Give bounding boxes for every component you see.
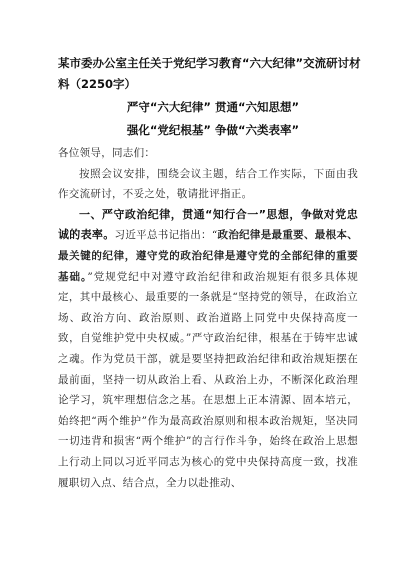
section-1-quote: 政治纪律是最重要、最根本、最关键的纪律，遵守党的政治纪律是遵守党的全部纪律的重要基础。 bbox=[58, 229, 359, 283]
document-subtitle-2: 强化“党纪根基” 争做“六类表率” bbox=[126, 123, 300, 137]
section-1-text-b: ”党规党纪中对遵守政治纪律和政治规矩有很多具体规定，其中最核心、最重要的一条就是“坚持党的领导，在政治立场、政治方向、政治原则、政治道路上同党中央保持高度一致，自觉维护党中央权威。”严守政治纪律，根基在于铸牢忠诚之魂。作为党员干部，就是要坚持把政治纪律和政治规矩摆在最前面，坚持一切从政治上看、从政治上办，不断深化政治理论学习，筑牢理想信念之基。在思想上正本清源、固本培元，始终把“两个维护”作为最高政治原则和根本政治规矩，坚决同一切违背和损害“两个维护”的言行作斗争，始终在政治上思想上行动上同以习近平同志为核心的党中央保持高度一致，找准履职切入点、结合点，全力以赴推动、 bbox=[58, 270, 358, 489]
section-1-text-a: 习近平总书记指出：“ bbox=[114, 229, 218, 242]
intro-paragraph: 按照会议安排，围绕会议主题，结合工作实际，下面由我作交流研讨，不妥之处，敬请批评指正。 bbox=[58, 167, 358, 201]
document-subtitle-1: 严守“六大纪律” 贯通“六知思想” bbox=[126, 100, 300, 114]
salutation: 各位领导，同志们： bbox=[58, 147, 156, 159]
document-title: 某市委办公室主任关于党纪学习教育“六大纪律”交流研讨材料（2250字） bbox=[58, 56, 361, 91]
document-body bbox=[58, 143, 358, 493]
section-1-lead: 一、严守政治纪律，贯通“知行合一”思想，争做对党忠诚的表率。 bbox=[58, 207, 358, 242]
section-1-paragraph bbox=[58, 205, 358, 493]
